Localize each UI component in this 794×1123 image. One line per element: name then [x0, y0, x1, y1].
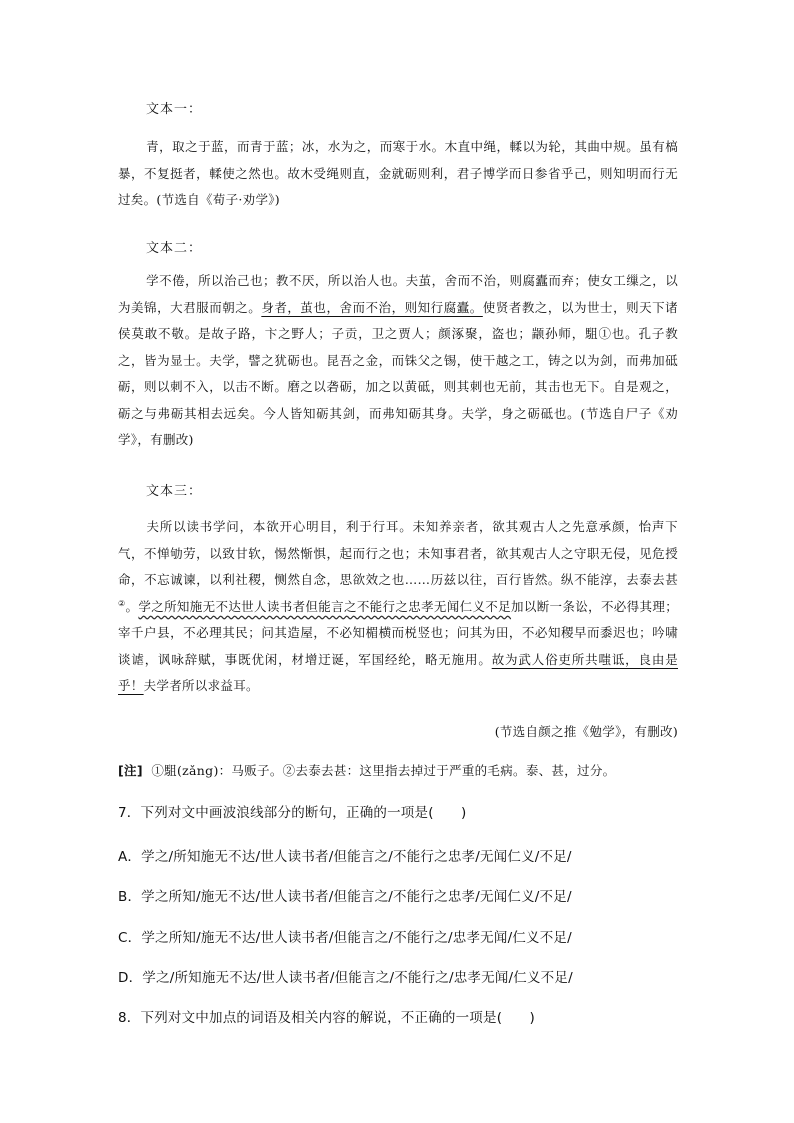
note-text: ①駔(zǎng)：马贩子。②去泰去甚：这里指去掉过于严重的毛病。泰、甚，过分。	[151, 763, 616, 778]
text3-body-before: 夫所以读书学问，本欲开心明目，利于行耳。未知养亲者，欲其观古人之先意承颜，怡声下气，不惮劬劳，以致甘软，惕然惭惧，起而行之也；未知事君者，欲其观古人之守职无侵，见危授命，不忘诚谏，以利社稷，恻然自念，思欲效之也……历兹以往，百行皆然。纵不能淳，去泰去甚	[118, 519, 678, 587]
text2-underlined-sentence: 身者，茧也，舍而不治，则知行腐蠹。	[261, 299, 483, 315]
note-tag: [注]	[118, 763, 143, 778]
annotation-note	[118, 761, 615, 779]
text3-source: (节选自颜之推《勉学》，有删改)	[494, 724, 678, 739]
text1-heading: 文本一：	[146, 102, 203, 117]
question-7-stem: 7．下列对文中画波浪线部分的断句，正确的一项是( )	[118, 805, 467, 821]
text3-heading: 文本三：	[146, 484, 203, 499]
question-8-stem: 8．下列对文中加点的词语及相关内容的解说，不正确的一项是( )	[118, 1010, 536, 1026]
question-7-option-b: B．学之所知/施无不达/世人读书者/但能言之/不能行之忠孝/无闻仁义/不足/	[118, 889, 572, 905]
footnote-mark-2: ②	[118, 598, 126, 608]
text2-body-after: 使贤者教之，以为世士，则天下诸侯莫敢不敬。是故子路，卞之野人；子贡，卫之贾人；颜涿聚，盗也；颛孙师，駔①也。孔子教之，皆为显士。夫学，譬之犹砺也。昆吾之金，而铢父之锡，使干越之工，铸之以为剑，而弗加砥砺，则以刺不入，以击不断。磨之以砻砺，加之以黄砥，则其刺也无前，其击也无下。自是观之，砺之与弗砺其相去远矣。今人皆知砺其剑，而弗知砺其身。夫学，身之砺砥也。(节选自尸子《劝学》，有删改)	[118, 299, 678, 447]
text2-heading: 文本二：	[146, 241, 203, 256]
text3-body	[118, 514, 678, 700]
question-7-option-c: C．学之所知/施无不达/世人读书者/但能言之/不能行之/忠孝无闻/仁义不足/	[118, 930, 572, 946]
text3-underlined-sentence: 故为武人俗吏所共嗤诋，良由是乎！	[118, 651, 679, 693]
question-7-option-a: A．学之/所知施无不达/世人读书者/但能言之/不能行之忠孝/无闻仁义/不足/	[118, 849, 572, 865]
text3-body-mid: 加以断一条讼，不必得其理；宰千户县，不必理其民；问其造屋，不必知楣横而棁竖也；问其为田，不必知稷早而黍迟也；吟啸谈谑，讽咏辞赋，事既优闲，材增迂诞，军国经纶，略无施用。	[118, 598, 679, 667]
text2-body-before: 学不倦，所以治己也；教不厌，所以治人也。夫茧，舍而不治，则腐蠹而弃；使女工缫之，以为美锦，大君服而朝之。	[118, 273, 678, 315]
text2-body	[118, 268, 678, 454]
text3-body-after: 夫学者所以求益耳。	[143, 678, 259, 693]
text1-body-text: 青，取之于蓝，而青于蓝；冰，水为之，而寒于水。木直中绳，輮以为轮，其曲中规。虽有槁暴，不复挺者，輮使之然也。故木受绳则直，金就砺则利，君子博学而日参省乎己，则知明而行无过矣。(节选自《荀子·劝学》)	[118, 139, 678, 207]
text3-wavy-underline: 学之所知施无不达世人读书者但能言之不能行之忠孝无闻仁义不足	[138, 598, 512, 614]
text3-body-sep: 。	[125, 598, 139, 614]
question-7-option-d: D．学之/所知施无不达/世人读书者/但能言之/不能行之/忠孝无闻/仁义不足/	[118, 970, 573, 986]
text1-body	[118, 134, 678, 214]
